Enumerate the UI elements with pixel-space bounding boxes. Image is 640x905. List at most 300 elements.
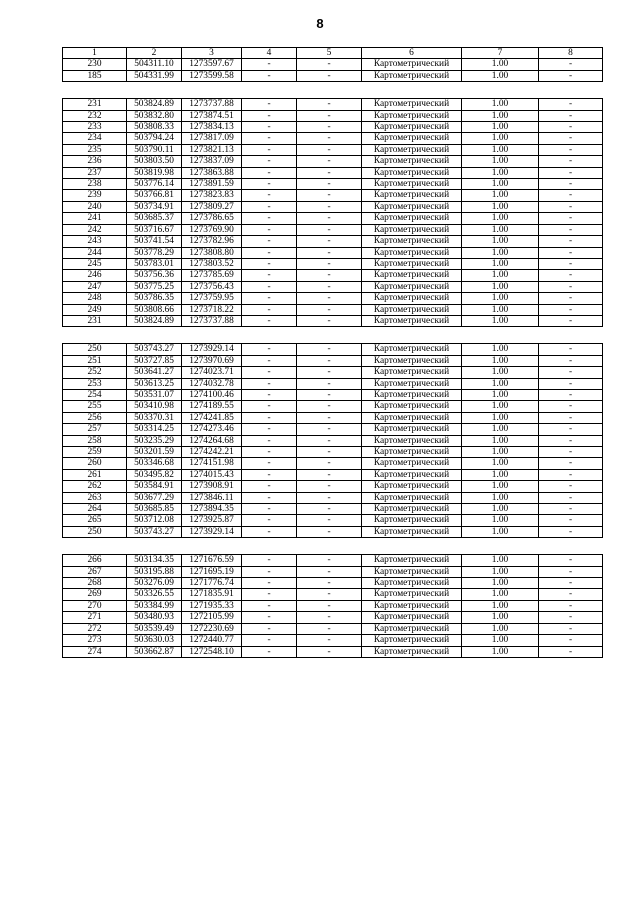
table-cell: Картометрический bbox=[362, 367, 462, 378]
table-cell: - bbox=[539, 224, 603, 235]
table-cell: 1.00 bbox=[462, 555, 539, 566]
table-cell: 244 bbox=[63, 247, 127, 258]
column-header: 5 bbox=[297, 48, 362, 59]
table-cell: 1.00 bbox=[462, 304, 539, 315]
table-cell: 503326.55 bbox=[127, 589, 182, 600]
table-cell: 503778.29 bbox=[127, 247, 182, 258]
table-cell: - bbox=[539, 469, 603, 480]
table-row bbox=[63, 469, 603, 480]
table-cell: 503716.67 bbox=[127, 224, 182, 235]
table-cell: 1274242.21 bbox=[182, 447, 242, 458]
table-cell: 249 bbox=[63, 304, 127, 315]
table-cell: 503685.37 bbox=[127, 213, 182, 224]
table-cell: 1274264.68 bbox=[182, 435, 242, 446]
table-cell: 1.00 bbox=[462, 144, 539, 155]
table-cell: - bbox=[242, 270, 297, 281]
table-cell: 1273785.69 bbox=[182, 270, 242, 281]
table-cell: 246 bbox=[63, 270, 127, 281]
table-cell: 269 bbox=[63, 589, 127, 600]
table-row bbox=[63, 304, 603, 315]
table-cell: 1.00 bbox=[462, 635, 539, 646]
table-cell: 1.00 bbox=[462, 367, 539, 378]
table-cell: 1274189.55 bbox=[182, 401, 242, 412]
table-row bbox=[63, 623, 603, 634]
table-cell: Картометрический bbox=[362, 258, 462, 269]
table-cell: Картометрический bbox=[362, 281, 462, 292]
table-cell: 262 bbox=[63, 481, 127, 492]
table-cell: 1.00 bbox=[462, 646, 539, 657]
table-cell: - bbox=[297, 224, 362, 235]
table-cell: 231 bbox=[63, 99, 127, 110]
table-cell: 1.00 bbox=[462, 566, 539, 577]
table-cell: - bbox=[297, 281, 362, 292]
table-row bbox=[63, 270, 603, 281]
table-cell: 1.00 bbox=[462, 412, 539, 423]
table-row bbox=[63, 355, 603, 366]
table-cell: 242 bbox=[63, 224, 127, 235]
table-row bbox=[63, 589, 603, 600]
table-cell: 1273756.43 bbox=[182, 281, 242, 292]
table-cell: 1271695.19 bbox=[182, 566, 242, 577]
table-cell: Картометрический bbox=[362, 623, 462, 634]
table-cell: 1272548.10 bbox=[182, 646, 242, 657]
table-row bbox=[63, 612, 603, 623]
table-cell: 235 bbox=[63, 144, 127, 155]
table-row bbox=[63, 122, 603, 133]
table-cell: 503803.50 bbox=[127, 156, 182, 167]
table-cell: 503370.31 bbox=[127, 412, 182, 423]
table-cell: 185 bbox=[63, 70, 127, 81]
table-cell: 503756.36 bbox=[127, 270, 182, 281]
table-cell: 1274151.98 bbox=[182, 458, 242, 469]
table-cell: 503712.08 bbox=[127, 515, 182, 526]
table-cell: 503384.99 bbox=[127, 600, 182, 611]
table-cell: 503195.88 bbox=[127, 566, 182, 577]
table-cell: 1274023.71 bbox=[182, 367, 242, 378]
table-cell: - bbox=[297, 355, 362, 366]
table-cell: - bbox=[539, 504, 603, 515]
table-cell: 1274015.43 bbox=[182, 469, 242, 480]
table-cell: 1.00 bbox=[462, 526, 539, 537]
table-cell: Картометрический bbox=[362, 566, 462, 577]
table-cell: - bbox=[539, 167, 603, 178]
table-cell: 1.00 bbox=[462, 378, 539, 389]
table-row bbox=[63, 458, 603, 469]
table-cell: - bbox=[297, 59, 362, 70]
table-cell: 503480.93 bbox=[127, 612, 182, 623]
table-cell: - bbox=[297, 435, 362, 446]
table-cell: 504311.10 bbox=[127, 59, 182, 70]
table-cell: - bbox=[297, 504, 362, 515]
table-cell: 503824.89 bbox=[127, 315, 182, 326]
table-cell: Картометрический bbox=[362, 247, 462, 258]
table-cell: - bbox=[539, 144, 603, 155]
table-cell: 268 bbox=[63, 578, 127, 589]
table-cell: 264 bbox=[63, 504, 127, 515]
table-cell: 503743.27 bbox=[127, 344, 182, 355]
table-cell: 256 bbox=[63, 412, 127, 423]
table-cell: 263 bbox=[63, 492, 127, 503]
table-cell: 1273769.90 bbox=[182, 224, 242, 235]
table-cell: - bbox=[539, 133, 603, 144]
table-cell: - bbox=[242, 646, 297, 657]
table-cell: - bbox=[539, 304, 603, 315]
table-cell: Картометрический bbox=[362, 646, 462, 657]
table-cell: 503235.29 bbox=[127, 435, 182, 446]
table-cell: 1272105.99 bbox=[182, 612, 242, 623]
table-cell: - bbox=[297, 190, 362, 201]
table-cell: - bbox=[539, 281, 603, 292]
table-cell: 258 bbox=[63, 435, 127, 446]
table-cell: 1273737.88 bbox=[182, 99, 242, 110]
table-cell: 503531.07 bbox=[127, 389, 182, 400]
table-cell: - bbox=[242, 389, 297, 400]
table-row bbox=[63, 179, 603, 190]
table-cell: 252 bbox=[63, 367, 127, 378]
table-cell: - bbox=[242, 293, 297, 304]
table-cell: - bbox=[297, 600, 362, 611]
table-cell: Картометрический bbox=[362, 315, 462, 326]
spacer-row bbox=[63, 82, 603, 99]
table-cell: 1.00 bbox=[462, 293, 539, 304]
table-cell: 1273803.52 bbox=[182, 258, 242, 269]
table-cell: 1.00 bbox=[462, 59, 539, 70]
table-cell: - bbox=[539, 555, 603, 566]
table-cell: 503734.91 bbox=[127, 201, 182, 212]
table-cell: 1273837.09 bbox=[182, 156, 242, 167]
table-cell: 1273599.58 bbox=[182, 70, 242, 81]
table-cell: Картометрический bbox=[362, 201, 462, 212]
table-cell: Картометрический bbox=[362, 401, 462, 412]
table-cell: - bbox=[297, 110, 362, 121]
table-cell: 1273834.13 bbox=[182, 122, 242, 133]
table-cell: Картометрический bbox=[362, 515, 462, 526]
table-cell: Картометрический bbox=[362, 458, 462, 469]
table-cell: - bbox=[297, 635, 362, 646]
table-cell: 247 bbox=[63, 281, 127, 292]
table-cell: - bbox=[242, 258, 297, 269]
table-cell: 503775.25 bbox=[127, 281, 182, 292]
table-cell: Картометрический bbox=[362, 378, 462, 389]
table-cell: 1.00 bbox=[462, 315, 539, 326]
table-cell: 1273846.11 bbox=[182, 492, 242, 503]
table-cell: 1274273.46 bbox=[182, 424, 242, 435]
table-cell: - bbox=[242, 469, 297, 480]
table-cell: 503743.27 bbox=[127, 526, 182, 537]
table-row bbox=[63, 236, 603, 247]
table-row bbox=[63, 578, 603, 589]
table-cell: 1273891.59 bbox=[182, 179, 242, 190]
table-cell: - bbox=[242, 526, 297, 537]
table-cell: - bbox=[539, 526, 603, 537]
table-cell: - bbox=[242, 623, 297, 634]
table-row bbox=[63, 515, 603, 526]
table-row bbox=[63, 315, 603, 326]
table-cell: Картометрический bbox=[362, 224, 462, 235]
table-cell: - bbox=[242, 504, 297, 515]
table-cell: - bbox=[242, 156, 297, 167]
table-cell: 1.00 bbox=[462, 481, 539, 492]
table-cell: - bbox=[242, 412, 297, 423]
table-cell: 238 bbox=[63, 179, 127, 190]
table-cell: Картометрический bbox=[362, 600, 462, 611]
table-cell: - bbox=[297, 515, 362, 526]
table-cell: 1274241.85 bbox=[182, 412, 242, 423]
table-cell: - bbox=[242, 435, 297, 446]
table-cell: 1273759.95 bbox=[182, 293, 242, 304]
table-row bbox=[63, 224, 603, 235]
table-cell: - bbox=[539, 70, 603, 81]
table-cell: 230 bbox=[63, 59, 127, 70]
table-cell: Картометрический bbox=[362, 179, 462, 190]
table-cell: Картометрический bbox=[362, 469, 462, 480]
table-cell: - bbox=[297, 566, 362, 577]
table-cell: - bbox=[297, 623, 362, 634]
table-cell: - bbox=[539, 156, 603, 167]
table-cell: 1273894.35 bbox=[182, 504, 242, 515]
table-cell: - bbox=[539, 122, 603, 133]
table-cell: - bbox=[539, 110, 603, 121]
table-cell: 1271676.59 bbox=[182, 555, 242, 566]
table-cell: - bbox=[539, 355, 603, 366]
table-cell: - bbox=[539, 412, 603, 423]
table-cell: 1273970.69 bbox=[182, 355, 242, 366]
table-cell: - bbox=[297, 236, 362, 247]
table-cell: - bbox=[297, 612, 362, 623]
table-cell: - bbox=[242, 566, 297, 577]
table-cell: - bbox=[242, 635, 297, 646]
table-row bbox=[63, 367, 603, 378]
table-cell: 503808.66 bbox=[127, 304, 182, 315]
table-cell: - bbox=[539, 389, 603, 400]
table-cell: 1273925.87 bbox=[182, 515, 242, 526]
table-cell: 1.00 bbox=[462, 156, 539, 167]
table-cell: Картометрический bbox=[362, 293, 462, 304]
table-cell: 1.00 bbox=[462, 401, 539, 412]
table-cell: - bbox=[297, 646, 362, 657]
table-cell: 1.00 bbox=[462, 99, 539, 110]
table-cell: - bbox=[297, 70, 362, 81]
column-header: 3 bbox=[182, 48, 242, 59]
table-cell: 1.00 bbox=[462, 179, 539, 190]
table-cell: Картометрический bbox=[362, 167, 462, 178]
column-header: 7 bbox=[462, 48, 539, 59]
table-cell: - bbox=[297, 578, 362, 589]
table-cell: 260 bbox=[63, 458, 127, 469]
spacer-row bbox=[63, 538, 603, 555]
table-cell: 1.00 bbox=[462, 435, 539, 446]
table-cell: 1.00 bbox=[462, 424, 539, 435]
table-cell: - bbox=[242, 355, 297, 366]
table-cell: - bbox=[297, 447, 362, 458]
table-cell: 1273823.83 bbox=[182, 190, 242, 201]
coordinates-table bbox=[62, 47, 603, 658]
table-row bbox=[63, 344, 603, 355]
table-cell: 503808.33 bbox=[127, 122, 182, 133]
table-cell: Картометрический bbox=[362, 236, 462, 247]
table-cell: 1.00 bbox=[462, 344, 539, 355]
table-cell: 503766.81 bbox=[127, 190, 182, 201]
table-cell: - bbox=[297, 304, 362, 315]
table-cell: - bbox=[539, 315, 603, 326]
table-cell: - bbox=[539, 589, 603, 600]
table-cell: - bbox=[242, 367, 297, 378]
table-row bbox=[63, 481, 603, 492]
table-cell: - bbox=[242, 99, 297, 110]
table-cell: - bbox=[242, 110, 297, 121]
table-cell: - bbox=[297, 424, 362, 435]
table-cell: Картометрический bbox=[362, 504, 462, 515]
table-cell: 503794.24 bbox=[127, 133, 182, 144]
table-cell: - bbox=[297, 526, 362, 537]
table-cell: - bbox=[539, 635, 603, 646]
table-cell: 1.00 bbox=[462, 458, 539, 469]
table-row bbox=[63, 133, 603, 144]
table-cell: 271 bbox=[63, 612, 127, 623]
table-cell: 1.00 bbox=[462, 612, 539, 623]
table-cell: 1273863.88 bbox=[182, 167, 242, 178]
table-cell: 503201.59 bbox=[127, 447, 182, 458]
table-cell: - bbox=[242, 213, 297, 224]
table-cell: - bbox=[242, 190, 297, 201]
table-cell: 504331.99 bbox=[127, 70, 182, 81]
table-row bbox=[63, 167, 603, 178]
table-cell: 237 bbox=[63, 167, 127, 178]
table-cell: Картометрический bbox=[362, 304, 462, 315]
table-cell: - bbox=[297, 156, 362, 167]
table-cell: 1272230.69 bbox=[182, 623, 242, 634]
table-row bbox=[63, 99, 603, 110]
table-cell: 261 bbox=[63, 469, 127, 480]
table-cell: 270 bbox=[63, 600, 127, 611]
column-header: 1 bbox=[63, 48, 127, 59]
table-row bbox=[63, 247, 603, 258]
table-cell: 266 bbox=[63, 555, 127, 566]
table-row bbox=[63, 389, 603, 400]
table-cell: 1271776.74 bbox=[182, 578, 242, 589]
table-row bbox=[63, 635, 603, 646]
table-cell: - bbox=[242, 447, 297, 458]
table-cell: - bbox=[297, 247, 362, 258]
table-cell: - bbox=[242, 600, 297, 611]
table-cell: - bbox=[539, 367, 603, 378]
spacer-cell bbox=[63, 82, 603, 99]
table-cell: Картометрический bbox=[362, 99, 462, 110]
table-row bbox=[63, 424, 603, 435]
table-cell: 255 bbox=[63, 401, 127, 412]
table-cell: 233 bbox=[63, 122, 127, 133]
table-cell: Картометрический bbox=[362, 578, 462, 589]
table-cell: 503410.98 bbox=[127, 401, 182, 412]
table-cell: - bbox=[297, 555, 362, 566]
table-body bbox=[63, 59, 603, 658]
table-cell: 503685.85 bbox=[127, 504, 182, 515]
table-cell: - bbox=[539, 99, 603, 110]
table-cell: 1.00 bbox=[462, 447, 539, 458]
table-cell: - bbox=[242, 481, 297, 492]
table-cell: - bbox=[297, 270, 362, 281]
table-row bbox=[63, 281, 603, 292]
table-cell: 503495.82 bbox=[127, 469, 182, 480]
table-cell: - bbox=[539, 566, 603, 577]
table-cell: - bbox=[539, 458, 603, 469]
spacer-cell bbox=[63, 538, 603, 555]
table-cell: 1.00 bbox=[462, 389, 539, 400]
table-row bbox=[63, 213, 603, 224]
table-cell: 240 bbox=[63, 201, 127, 212]
table-cell: Картометрический bbox=[362, 144, 462, 155]
table-cell: - bbox=[539, 401, 603, 412]
table-cell: - bbox=[539, 435, 603, 446]
table-row bbox=[63, 555, 603, 566]
table-cell: - bbox=[242, 612, 297, 623]
table-cell: Картометрический bbox=[362, 156, 462, 167]
table-cell: 257 bbox=[63, 424, 127, 435]
table-cell: - bbox=[539, 378, 603, 389]
table-row bbox=[63, 293, 603, 304]
table-cell: 503786.35 bbox=[127, 293, 182, 304]
table-cell: 1273809.27 bbox=[182, 201, 242, 212]
column-header: 6 bbox=[362, 48, 462, 59]
table-cell: - bbox=[242, 515, 297, 526]
table-cell: - bbox=[539, 612, 603, 623]
table-cell: - bbox=[539, 59, 603, 70]
table-row bbox=[63, 447, 603, 458]
table-cell: - bbox=[297, 401, 362, 412]
table-cell: 1.00 bbox=[462, 133, 539, 144]
table-row bbox=[63, 526, 603, 537]
table-cell: 1.00 bbox=[462, 578, 539, 589]
table-cell: - bbox=[297, 122, 362, 133]
table-cell: - bbox=[539, 247, 603, 258]
table-cell: 1.00 bbox=[462, 589, 539, 600]
table-cell: 253 bbox=[63, 378, 127, 389]
table-cell: 503824.89 bbox=[127, 99, 182, 110]
table-cell: Картометрический bbox=[362, 612, 462, 623]
table-row bbox=[63, 70, 603, 81]
table-cell: Картометрический bbox=[362, 344, 462, 355]
table-cell: - bbox=[539, 236, 603, 247]
table-cell: 234 bbox=[63, 133, 127, 144]
table-cell: 248 bbox=[63, 293, 127, 304]
table-cell: 1.00 bbox=[462, 70, 539, 81]
table-cell: 1.00 bbox=[462, 355, 539, 366]
table-row bbox=[63, 492, 603, 503]
table-cell: - bbox=[242, 304, 297, 315]
table-cell: 1274032.78 bbox=[182, 378, 242, 389]
table-cell: 1273821.13 bbox=[182, 144, 242, 155]
table-cell: - bbox=[242, 247, 297, 258]
table-cell: - bbox=[539, 646, 603, 657]
table-cell: - bbox=[242, 401, 297, 412]
table-cell: 1274100.46 bbox=[182, 389, 242, 400]
table-cell: 1.00 bbox=[462, 469, 539, 480]
table-cell: - bbox=[297, 167, 362, 178]
table-header bbox=[63, 48, 603, 59]
table-cell: 272 bbox=[63, 623, 127, 634]
table-cell: 1273737.88 bbox=[182, 315, 242, 326]
table-cell: Картометрический bbox=[362, 59, 462, 70]
table-cell: Картометрический bbox=[362, 389, 462, 400]
table-cell: 259 bbox=[63, 447, 127, 458]
table-cell: - bbox=[539, 258, 603, 269]
table-cell: - bbox=[539, 623, 603, 634]
table-cell: - bbox=[297, 469, 362, 480]
table-cell: 1.00 bbox=[462, 492, 539, 503]
table-cell: 503346.68 bbox=[127, 458, 182, 469]
table-cell: - bbox=[297, 315, 362, 326]
table-cell: Картометрический bbox=[362, 424, 462, 435]
